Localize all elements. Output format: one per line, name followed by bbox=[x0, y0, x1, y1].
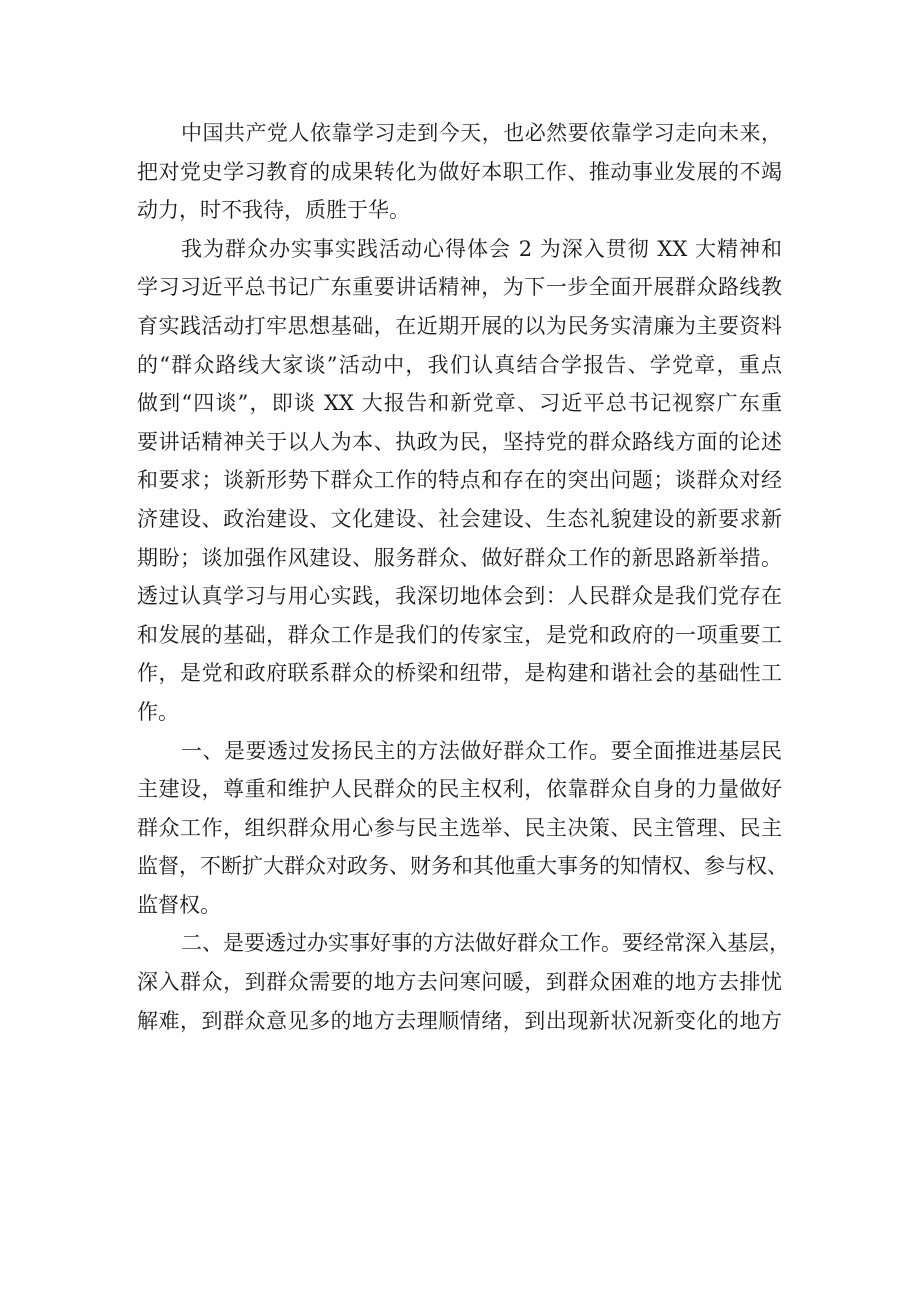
text-line: 监督权。 bbox=[137, 892, 221, 917]
text-line: 中国共产党人依靠学习走到今天，也必然要依靠学习走向未来， bbox=[181, 121, 782, 145]
text-line: 解难，到群众意见多的地方去理顺情绪，到出现新状况新变化的地方 bbox=[137, 1008, 782, 1033]
text-line: 监督，不断扩大群众对政务、财务和其他重大事务的知情权、参与权、 bbox=[137, 854, 788, 879]
document-body bbox=[137, 114, 790, 1040]
text-line: 和发展的基础，群众工作是我们的传家宝，是党和政府的一项重要工 bbox=[137, 622, 782, 647]
text-line: 动力，时不我待，质胜于华。 bbox=[137, 198, 410, 223]
text-line: 学习习近平总书记广东重要讲话精神，为下一步全面开展群众路线教 bbox=[137, 275, 782, 300]
text-line: 期盼；谈加强作风建设、服务群众、做好群众工作的新思路新举措。 bbox=[137, 545, 782, 570]
text-line: 把对党史学习教育的成果转化为做好本职工作、推动事业发展的不竭 bbox=[137, 159, 782, 184]
paragraph-1 bbox=[137, 114, 782, 230]
text-line: 二、是要透过办实事好事的方法做好群众工作。要经常深入基层， bbox=[181, 931, 790, 956]
text-line: 育实践活动打牢思想基础，在近期开展的以为民务实清廉为主要资料 bbox=[137, 313, 782, 338]
text-line: 深入群众，到群众需要的地方去问寒问暖，到群众困难的地方去排忧 bbox=[137, 970, 782, 995]
text-line: 做到“四谈”，即谈 XX 大报告和新党章、习近平总书记视察广东重 bbox=[137, 391, 782, 416]
text-line: 作，是党和政府联系群众的桥梁和纽带，是构建和谐社会的基础性工 bbox=[137, 661, 782, 686]
text-line: 透过认真学习与用心实践，我深切地体会到：人民群众是我们党存在 bbox=[137, 584, 782, 609]
paragraph-3 bbox=[137, 732, 788, 925]
text-line: 的“群众路线大家谈”活动中，我们认真结合学报告、学党章，重点 bbox=[137, 352, 782, 377]
paragraph-4 bbox=[137, 924, 790, 1040]
text-line: 要讲话精神关于以人为本、执政为民，坚持党的群众路线方面的论述 bbox=[137, 429, 782, 454]
text-line: 济建设、政治建设、文化建设、社会建设、生态礼貌建设的新要求新 bbox=[137, 506, 782, 531]
text-line: 我为群众办实事实践活动心得体会 2 为深入贯彻 XX 大精神和 bbox=[181, 236, 782, 261]
text-line: 主建设，尊重和维护人民群众的民主权利，依靠群众自身的力量做好 bbox=[137, 777, 782, 802]
paragraph-2 bbox=[137, 230, 782, 732]
text-line: 群众工作，组织群众用心参与民主选举、民主决策、民主管理、民主 bbox=[137, 815, 782, 840]
text-line: 作。 bbox=[137, 699, 179, 724]
text-line: 一、是要透过发扬民主的方法做好群众工作。要全面推进基层民 bbox=[181, 738, 782, 763]
text-line: 和要求；谈新形势下群众工作的特点和存在的突出问题；谈群众对经 bbox=[137, 468, 782, 493]
